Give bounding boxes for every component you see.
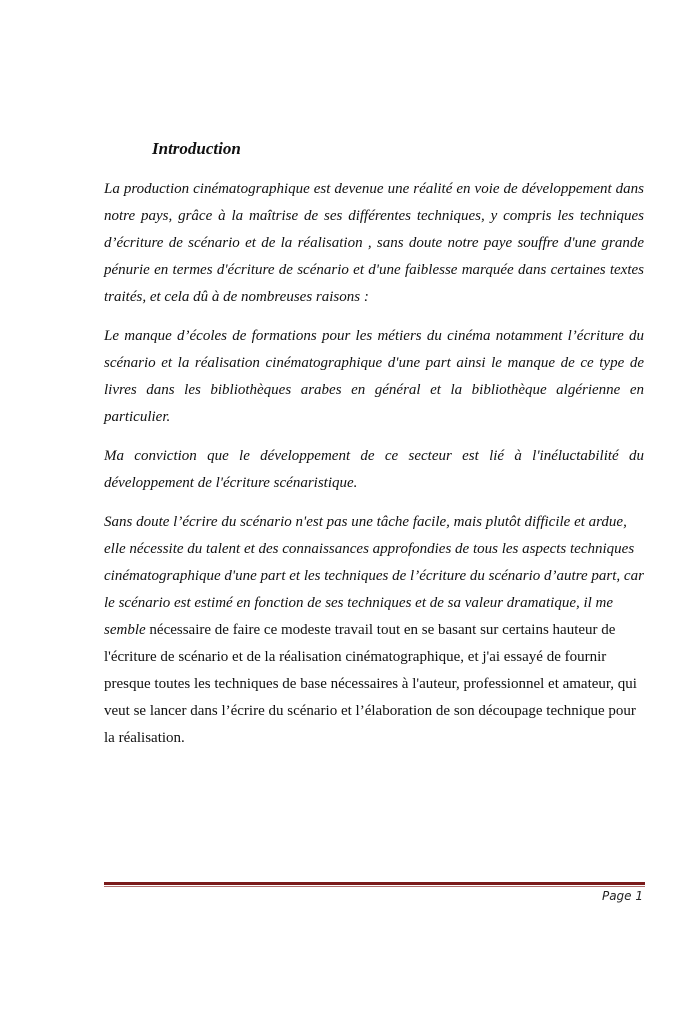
footer-rule-thin: [104, 886, 645, 887]
page-number: Page 1: [601, 889, 643, 903]
footer-rule: [104, 882, 645, 885]
body-text: [104, 176, 644, 764]
paragraph-4-regular-part: nécessaire de faire ce modeste travail tout en se basant sur certains hauteur de l'écriture de scénario et de la réalisation cinématographique, et j'ai essayé de fournir presque toutes les techniques de base nécessaires à l'auteur, professionnel et amateur, qui veut se lancer dans l’écrire du scénario et l’élaboration de son découpage technique pour la réalisation.: [104, 622, 637, 746]
section-heading: Introduction: [152, 139, 241, 158]
paragraph-2: Le manque d’écoles de formations pour les métiers du cinéma notamment l’écriture du scénario et la réalisation cinématographique d'une part ainsi le manque de ce type de livres dans les bibliothèques arabes en général et la bibliothèque algérienne en particulier.: [104, 328, 644, 425]
paragraph-3: Ma conviction que le développement de ce secteur est lié à l'inéluctabilité du développement de l'écriture scénaristique.: [104, 448, 644, 491]
paragraph-1: La production cinématographique est devenue une réalité en voie de développement dans notre pays, grâce à la maîtrise de ses différentes techniques, y compris les techniques d’écriture de scénario et de la réalisation , sans doute notre paye souffre d'une grande pénurie en termes d'écriture de scénario et d'une faiblesse marquée dans certaines textes traités, et cela dû à de nombreuses raisons :: [104, 181, 644, 305]
paragraph-4-italic-part: Sans doute l’écrire du scénario n'est pas une tâche facile, mais plutôt difficile et ardue, elle nécessite du talent et des connaissances approfondies de tous les aspects techniques cinématographique d'une part et les techniques de l’écriture du scénario d’autre part, car le scénario est estimé en fonction de ses techniques et de sa valeur dramatique, il me semble: [104, 514, 644, 638]
paragraph-4: [104, 509, 644, 752]
